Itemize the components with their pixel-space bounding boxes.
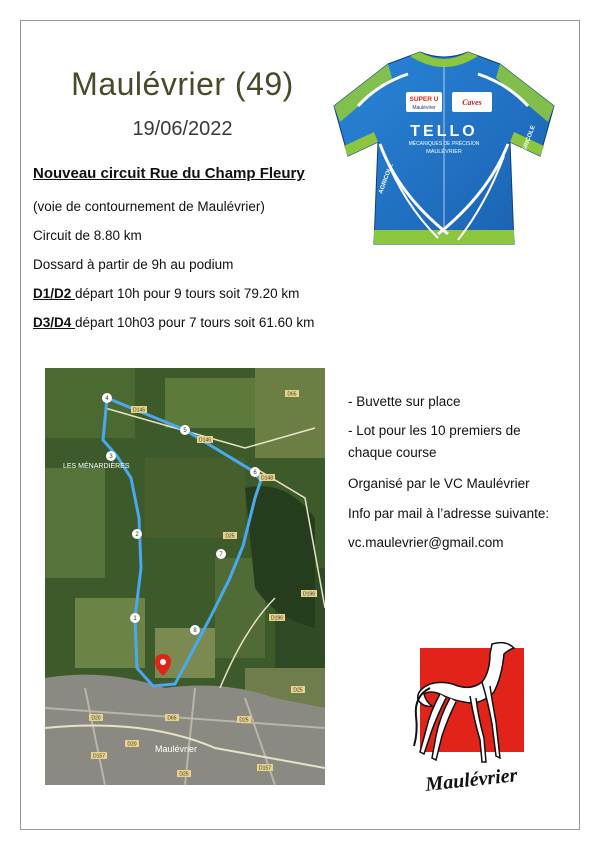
sponsor-tello: TELLO (410, 123, 478, 140)
sponsor-caves: Caves (462, 98, 482, 107)
road-label: D25 (293, 687, 303, 694)
contact-email: vc.maulevrier@gmail.com (348, 535, 504, 550)
road-label: D146 (133, 407, 145, 414)
race-d3d4 (33, 315, 314, 330)
sleeve-agricole-left: AGRICOLE (378, 162, 395, 195)
race-d1d2-text: départ 10h pour 9 tours soit 79.20 km (75, 286, 300, 301)
bypass-note: (voie de contournement de Maulévrier) (33, 199, 265, 214)
road-label: D157 (259, 765, 271, 772)
route-marker-7: 7 (219, 552, 223, 558)
race-d3d4-label: D3/D4 (33, 315, 76, 330)
route-marker-6: 6 (253, 470, 257, 476)
route-marker-2: 2 (135, 532, 139, 538)
road-label: D65 (287, 391, 297, 398)
sleeve-agricole-right: AGRICOLE (520, 124, 537, 157)
road-label: D25 (179, 771, 189, 778)
road-label: D196 (303, 591, 315, 598)
organizer: Organisé par le VC Maulévrier (348, 476, 530, 491)
road-label: D157 (93, 753, 105, 760)
race-d1d2 (33, 286, 299, 301)
place-menardieres: LES MÉNARDIÈRES (63, 463, 130, 470)
sponsor-superu-town: Maulévrier (412, 105, 436, 111)
bib-info: Dossard à partir de 9h au podium (33, 257, 234, 272)
prize-line-2: chaque course (348, 445, 437, 460)
road-label: D196 (271, 615, 283, 622)
sponsor-superu: SUPER U (409, 96, 439, 103)
mail-info: Info par mail à l’adresse suivante: (348, 506, 550, 521)
road-label: D148 (261, 475, 273, 482)
place-maulevrier: Maulévrier (155, 744, 198, 754)
sponsor-maulevrier: MAULÉVRIER (426, 149, 462, 155)
circuit-length: Circuit de 8.80 km (33, 228, 142, 243)
route-marker-8: 8 (193, 628, 197, 634)
road-label: D20 (127, 741, 137, 748)
event-date: 19/06/2022 (132, 118, 233, 140)
route-marker-5: 5 (183, 428, 187, 434)
road-label: D25 (225, 533, 235, 540)
race-d3d4-text: départ 10h03 pour 7 tours soit 61.60 km (75, 315, 315, 330)
road-label: D20 (91, 715, 101, 722)
circuit-map (45, 368, 325, 785)
logo-text: Maulévrier (424, 764, 519, 796)
circuit-heading: Nouveau circuit Rue du Champ Fleury (33, 165, 305, 182)
route-marker-4: 4 (105, 396, 109, 402)
race-d1d2-label: D1/D2 (33, 286, 76, 301)
sponsor-mecaniques: MÉCANIQUES DE PRÉCISION (408, 141, 480, 147)
jersey-image (328, 44, 560, 256)
prize-line-1: - Lot pour les 10 premiers de (348, 423, 521, 438)
bar-info: - Buvette sur place (348, 394, 461, 409)
club-logo (410, 636, 534, 796)
road-label: D25 (239, 717, 249, 724)
road-label: D65 (167, 715, 177, 722)
road-label: D146 (199, 437, 211, 444)
route-marker-1: 1 (133, 616, 137, 622)
route-marker-3: 3 (109, 454, 113, 460)
page-title: Maulévrier (49) (71, 66, 294, 102)
